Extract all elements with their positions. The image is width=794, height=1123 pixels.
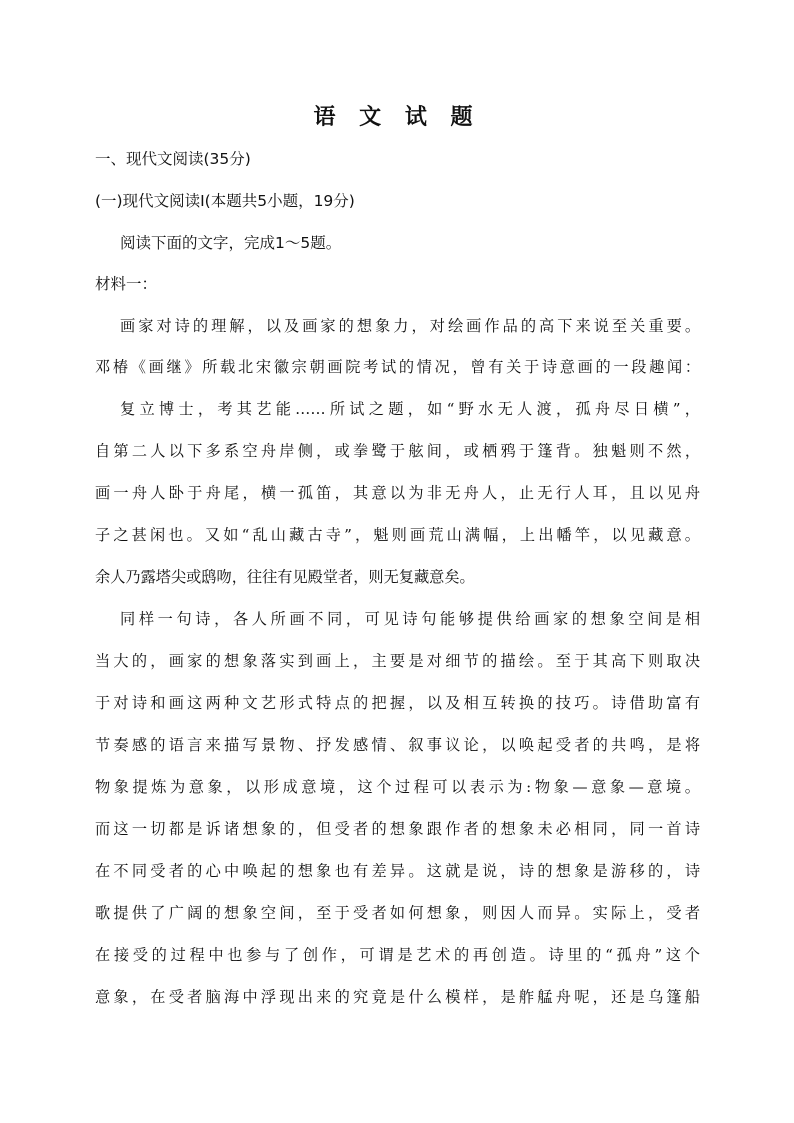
page-title: 语 文 试 题 <box>313 105 481 130</box>
quote-line: 画一舟人卧于舟尾，横一孤笛，其意以为非无舟人，止无行人耳，且以见舟 <box>95 484 700 502</box>
paragraph-line: 物象提炼为意象，以形成意境，这个过程可以表示为:物象—意象—意境。 <box>95 778 700 796</box>
quote-line: 子之甚闲也。又如“乱山藏古寺”，魁则画荒山满幅，上出幡竿，以见藏意。 <box>95 526 700 544</box>
instruction-text: 阅读下面的文字，完成1～5题。 <box>120 234 342 252</box>
paragraph-line: 意象，在受者脑海中浮现出来的究竟是什么模样，是舴艋舟呢，还是乌篷船 <box>95 988 700 1006</box>
paragraph-line: 在不同受者的心中唤起的想象也有差异。这就是说，诗的想象是游移的，诗 <box>95 862 700 880</box>
paragraph-line: 同样一句诗，各人所画不同，可见诗句能够提供给画家的想象空间是相 <box>120 610 700 628</box>
paragraph-line: 当大的，画家的想象落实到画上，主要是对细节的描绘。至于其高下则取决 <box>95 652 700 670</box>
quote-line: 复立博士，考其艺能……所试之题，如“野水无人渡，孤舟尽日横”， <box>120 400 700 418</box>
paragraph-line: 歌提供了广阔的想象空间，至于受者如何想象，则因人而异。实际上，受者 <box>95 904 700 922</box>
paragraph-line: 于对诗和画这两种文艺形式特点的把握，以及相互转换的技巧。诗借助富有 <box>95 694 700 712</box>
paragraph-line: 邓椿《画继》所载北宋徽宗朝画院考试的情况，曾有关于诗意画的一段趣闻： <box>95 358 700 376</box>
paragraph-line: 而这一切都是诉诸想象的，但受者的想象跟作者的想象未必相同，同一首诗 <box>95 820 700 838</box>
paragraph-line: 在接受的过程中也参与了创作，可谓是艺术的再创造。诗里的“孤舟”这个 <box>95 946 700 964</box>
quote-line: 余人乃露塔尖或鸱吻，往往有见殿堂者，则无复藏意矣。 <box>95 568 475 586</box>
paragraph-line: 画家对诗的理解，以及画家的想象力，对绘画作品的高下来说至关重要。 <box>120 317 700 335</box>
paragraph-line: 节奏感的语言来描写景物、抒发感情、叙事议论，以唤起受者的共鸣，是将 <box>95 736 700 754</box>
quote-line: 自第二人以下多系空舟岸侧，或拳鹭于舷间，或栖鸦于篷背。独魁则不然， <box>95 442 700 460</box>
subsection-heading: (一)现代文阅读Ⅰ(本题共5小题，19分) <box>95 192 355 210</box>
material-label: 材料一： <box>95 275 158 293</box>
section-heading: 一、现代文阅读(35分) <box>95 150 251 168</box>
